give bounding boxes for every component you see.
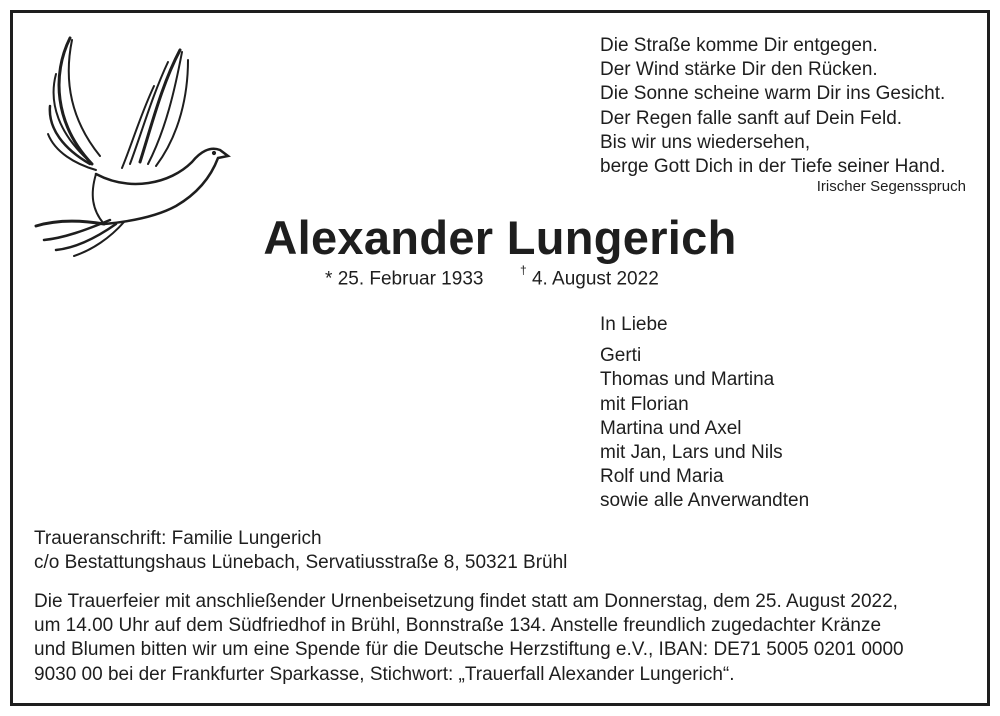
notice-line: und Blumen bitten wir um eine Spende für die Deutsche Herzstiftung e.V., IBAN: DE71 5005 0201 0000 xyxy=(34,639,904,661)
poem xyxy=(600,34,970,179)
poem-line: Die Straße komme Dir entgegen. xyxy=(600,35,878,56)
poem-source: Irischer Segensspruch xyxy=(816,178,966,195)
poem-line: berge Gott Dich in der Tiefe seiner Hand. xyxy=(600,156,946,178)
mourner-item: Gerti xyxy=(600,345,642,367)
mourners-intro: In Liebe xyxy=(600,314,668,335)
poem-line: Der Wind stärke Dir den Rücken. xyxy=(600,59,878,81)
death-date: 4. August 2022 xyxy=(531,268,659,290)
life-dates xyxy=(325,263,659,290)
mourner-item: sowie alle Anverwandten xyxy=(600,490,810,512)
notice-line: Die Trauerfeier mit anschließender Urnenbeisetzung findet statt am Donnerstag, dem 25. August 2022, xyxy=(34,591,898,612)
mourner-item: Martina und Axel xyxy=(600,417,742,439)
died-symbol: † xyxy=(520,263,527,277)
notice-line: um 14.00 Uhr auf dem Südfriedhof in Brühl, Bonnstraße 134. Anstelle freundlich zugedachter Kränze xyxy=(34,615,882,637)
mourner-item: mit Florian xyxy=(600,393,689,415)
poem-line: Der Regen falle sanft auf Dein Feld. xyxy=(600,107,903,129)
mourning-address xyxy=(34,527,734,575)
notice-line: 9030 00 bei der Frankfurter Sparkasse, Stichwort: „Trauerfall Alexander Lungerich“. xyxy=(34,663,735,685)
address-line: Traueranschrift: Familie Lungerich xyxy=(34,528,322,549)
birth-date: 25. Februar 1933 xyxy=(337,268,484,290)
born-symbol: * xyxy=(325,268,333,290)
poem-line: Die Sonne scheine warm Dir ins Gesicht. xyxy=(600,83,946,105)
deceased-name: Alexander Lungerich xyxy=(263,211,737,264)
mourners-list xyxy=(600,313,960,514)
mourner-item: mit Jan, Lars und Nils xyxy=(600,442,783,464)
poem-line: Bis wir uns wiedersehen, xyxy=(600,131,811,153)
funeral-notice xyxy=(34,590,974,687)
mourner-item: Rolf und Maria xyxy=(600,466,724,488)
address-line: c/o Bestattungshaus Lünebach, Servatiusstraße 8, 50321 Brühl xyxy=(34,552,568,574)
mourner-item: Thomas und Martina xyxy=(600,369,775,391)
